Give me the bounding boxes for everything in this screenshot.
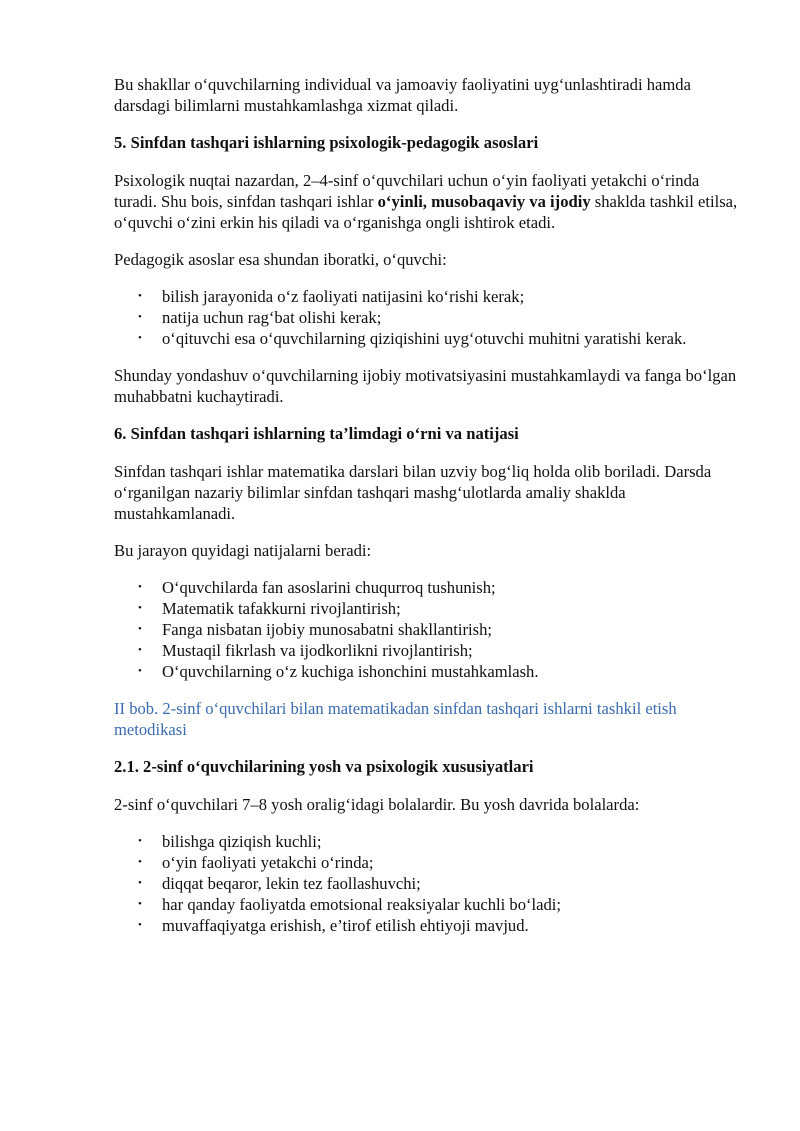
list-item	[114, 577, 744, 598]
bullet-icon: •	[138, 602, 142, 614]
section-2-1-paragraph-1: 2-sinf o‘quvchilari 7–8 yosh oralig‘idagi bolalardir. Bu yosh davrida bolalarda:	[114, 795, 640, 814]
list-item	[114, 619, 744, 640]
bullet-icon: •	[138, 835, 142, 847]
list-item-text: bilishga qiziqish kuchli;	[162, 832, 322, 851]
section-5-paragraph-3: Shunday yondashuv o‘quvchilarning ijobiy motivatsiyasini mustahkamlaydi va fanga bo‘lgan muhabbatni kuchaytiradi.	[114, 366, 737, 406]
list-item-text: Fanga nisbatan ijobiy munosabatni shakllantirish;	[162, 620, 492, 639]
list-item	[114, 915, 744, 936]
section-5-p1-bold: o‘yinli, musobaqaviy va ijodiy	[377, 192, 591, 211]
section-6-paragraph-2: Bu jarayon quyidagi natijalarni beradi:	[114, 541, 372, 560]
bullet-icon: •	[138, 581, 142, 593]
list-item-text: bilish jarayonida o‘z faoliyati natijasini ko‘rishi kerak;	[162, 287, 525, 306]
list-item-text: O‘quvchilarda fan asoslarini chuqurroq tushunish;	[162, 578, 496, 597]
section-6-bullet-list	[114, 577, 744, 682]
list-item	[114, 598, 744, 619]
bullet-icon: •	[138, 919, 142, 931]
list-item	[114, 852, 744, 873]
section-5-p1-text: Psixologik nuqtai nazardan, 2–4-sinf o‘quvchilari uchun o‘yin faoliyati yetakchi o‘rinda turadi. Shu bois, sinfdan tashqari ishlar	[114, 171, 700, 211]
intro-paragraph: Bu shakllar o‘quvchilarning individual va jamoaviy faoliyatini uyg‘unlashtiradi hamda darsdagi bilimlarni mustahkamlashga xizmat qiladi.	[114, 75, 691, 115]
bullet-icon: •	[138, 311, 142, 323]
list-item-text: har qanday faoliyatda emotsional reaksiyalar kuchli bo‘ladi;	[162, 895, 562, 914]
bullet-icon: •	[138, 877, 142, 889]
section-6-paragraph-1: Sinfdan tashqari ishlar matematika darslari bilan uzviy bog‘liq holda olib boriladi. Darsda o‘rganilgan nazariy bilimlar sinfdan tashqari mashg‘ulotlarda amaliy shaklda mustahkamlanadi.	[114, 462, 712, 523]
list-item	[114, 873, 744, 894]
section-2-1-heading: 2.1. 2-sinf o‘quvchilarining yosh va psixologik xususiyatlari	[114, 757, 534, 776]
list-item	[114, 286, 744, 307]
chapter-2-heading: II bob. 2-sinf o‘quvchilari bilan matematikadan sinfdan tashqari ishlarni tashkil etish metodikasi	[114, 699, 677, 739]
list-item-text: diqqat beqaror, lekin tez faollashuvchi;	[162, 874, 421, 893]
bullet-icon: •	[138, 856, 142, 868]
section-5-bullet-list	[114, 286, 744, 349]
bullet-icon: •	[138, 290, 142, 302]
list-item-text: O‘quvchilarning o‘z kuchiga ishonchini mustahkamlash.	[162, 662, 539, 681]
bullet-icon: •	[138, 665, 142, 677]
list-item-text: Matematik tafakkurni rivojlantirish;	[162, 599, 401, 618]
document-content	[114, 74, 744, 952]
list-item-text: Mustaqil fikrlash va ijodkorlikni rivojlantirish;	[162, 641, 473, 660]
section-5-p1-text-end: shaklda tashkil etilsa, o‘quvchi o‘zini erkin his qiladi va o‘rganishga ongli ishtirok etadi.	[114, 192, 738, 232]
bullet-icon: •	[138, 898, 142, 910]
list-item	[114, 640, 744, 661]
list-item	[114, 661, 744, 682]
section-2-1-bullet-list	[114, 831, 744, 936]
section-5-paragraph-2: Pedagogik asoslar esa shundan iboratki, o‘quvchi:	[114, 250, 447, 269]
bullet-icon: •	[138, 644, 142, 656]
list-item-text: muvaffaqiyatga erishish, e’tirof etilish ehtiyoji mavjud.	[162, 916, 529, 935]
list-item	[114, 307, 744, 328]
section-5-heading: 5. Sinfdan tashqari ishlarning psixologik-pedagogik asoslari	[114, 133, 539, 152]
bullet-icon: •	[138, 623, 142, 635]
bullet-icon: •	[138, 332, 142, 344]
list-item	[114, 894, 744, 915]
list-item-text: o‘qituvchi esa o‘quvchilarning qiziqishini uyg‘otuvchi muhitni yaratishi kerak.	[162, 329, 687, 348]
list-item-text: o‘yin faoliyati yetakchi o‘rinda;	[162, 853, 374, 872]
section-6-heading: 6. Sinfdan tashqari ishlarning ta’limdagi o‘rni va natijasi	[114, 424, 519, 443]
list-item-text: natija uchun rag‘bat olishi kerak;	[162, 308, 382, 327]
list-item	[114, 831, 744, 852]
list-item	[114, 328, 744, 349]
section-5-paragraph-1	[114, 170, 744, 233]
